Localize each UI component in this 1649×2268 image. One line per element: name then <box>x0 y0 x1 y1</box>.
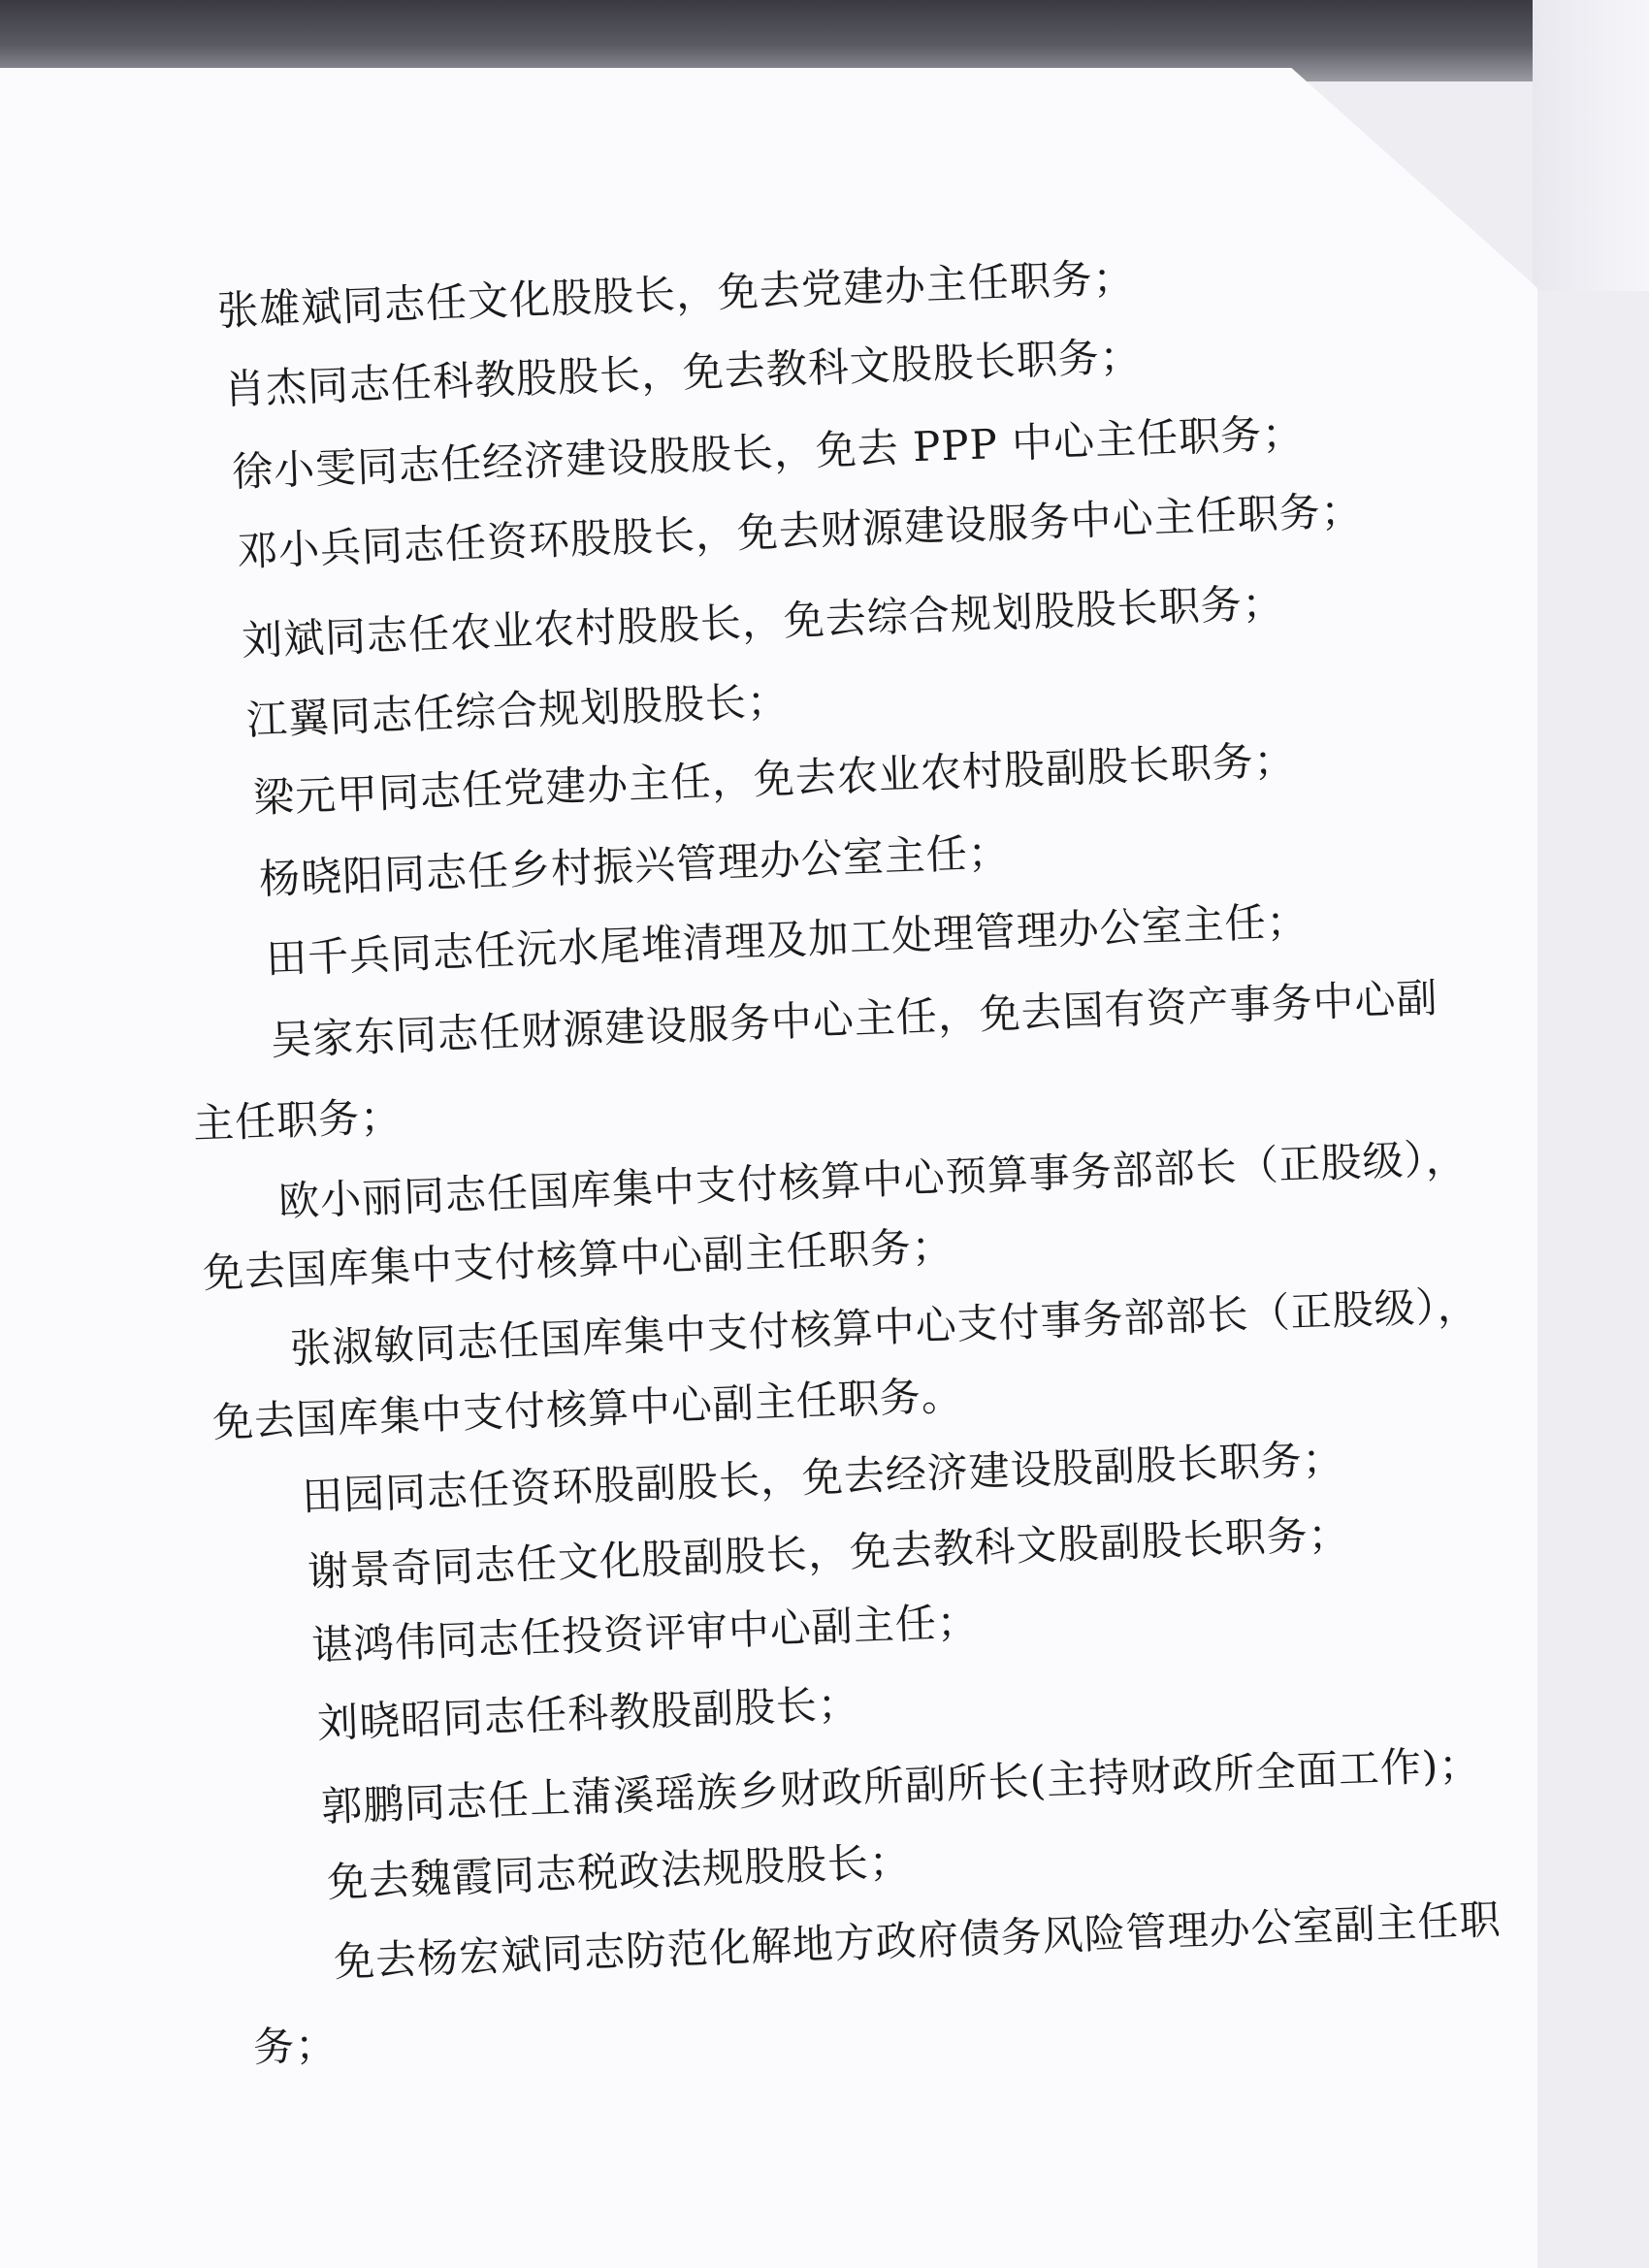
text-line-14: 张淑敏同志任国库集中支付核算中心支付事务部部长（正股级）， <box>289 1281 1480 1373</box>
text-line-10: 吴家东同志任财源建设服务中心主任，免去国有资产事务中心副 <box>270 973 1439 1064</box>
text-line-15: 免去国库集中支付核算中心副主任职务。 <box>211 1371 964 1446</box>
text-line-18: 谌鸿伟同志任投资评审中心副主任； <box>310 1597 980 1669</box>
text-line-9: 田千兵同志任沅水尾堆清理及加工处理管理办公室主任； <box>265 896 1310 983</box>
text-line-6: 江翼同志任综合规划股股长； <box>245 676 790 744</box>
text-line-12: 欧小丽同志任国库集中支付核算中心预算事务部部长（正股级）， <box>277 1134 1469 1225</box>
text-line-21: 免去魏霞同志税政法规股股长； <box>326 1836 912 1906</box>
text-line-3: 徐小雯同志任经济建设股股长，免去 PPP 中心主任职务； <box>231 408 1305 496</box>
text-line-11: 主任职务； <box>192 1092 403 1148</box>
text-line-7: 梁元甲同志任党建办主任，免去农业农村股副股长职务； <box>252 735 1297 822</box>
text-line-5: 刘斌同志任农业农村股股长，免去综合规划股股长职务； <box>241 578 1285 664</box>
text-line-8: 杨晓阳同志任乡村振兴管理办公室主任； <box>258 827 1011 903</box>
text-line-17: 谢景奇同志任文化股副股长，免去教科文股副股长职务； <box>307 1509 1351 1596</box>
text-line-20: 郭鹏同志任上蒲溪瑶族乡财政所副所长(主持财政所全面工作)； <box>320 1740 1482 1831</box>
text-line-4: 邓小兵同志任资环股股长，免去财源建设服务中心主任职务； <box>236 486 1364 575</box>
text-line-23: 务； <box>252 2020 339 2071</box>
text-line-2: 肖杰同志任科教股股长，免去教科文股股长职务； <box>223 332 1143 413</box>
text-line-13: 免去国库集中支付核算中心副主任职务； <box>202 1221 954 1297</box>
text-line-19: 刘晓昭同志任科教股副股长； <box>316 1679 860 1747</box>
text-line-1: 张雄斌同志任文化股股长，免去党建办主任职务； <box>216 253 1136 335</box>
text-line-22: 免去杨宏斌同志防范化解地方政府债务风险管理办公室副主任职 <box>333 1895 1503 1986</box>
text-line-16: 田园同志任资环股副股长，免去经济建设股副股长职务； <box>301 1434 1345 1520</box>
